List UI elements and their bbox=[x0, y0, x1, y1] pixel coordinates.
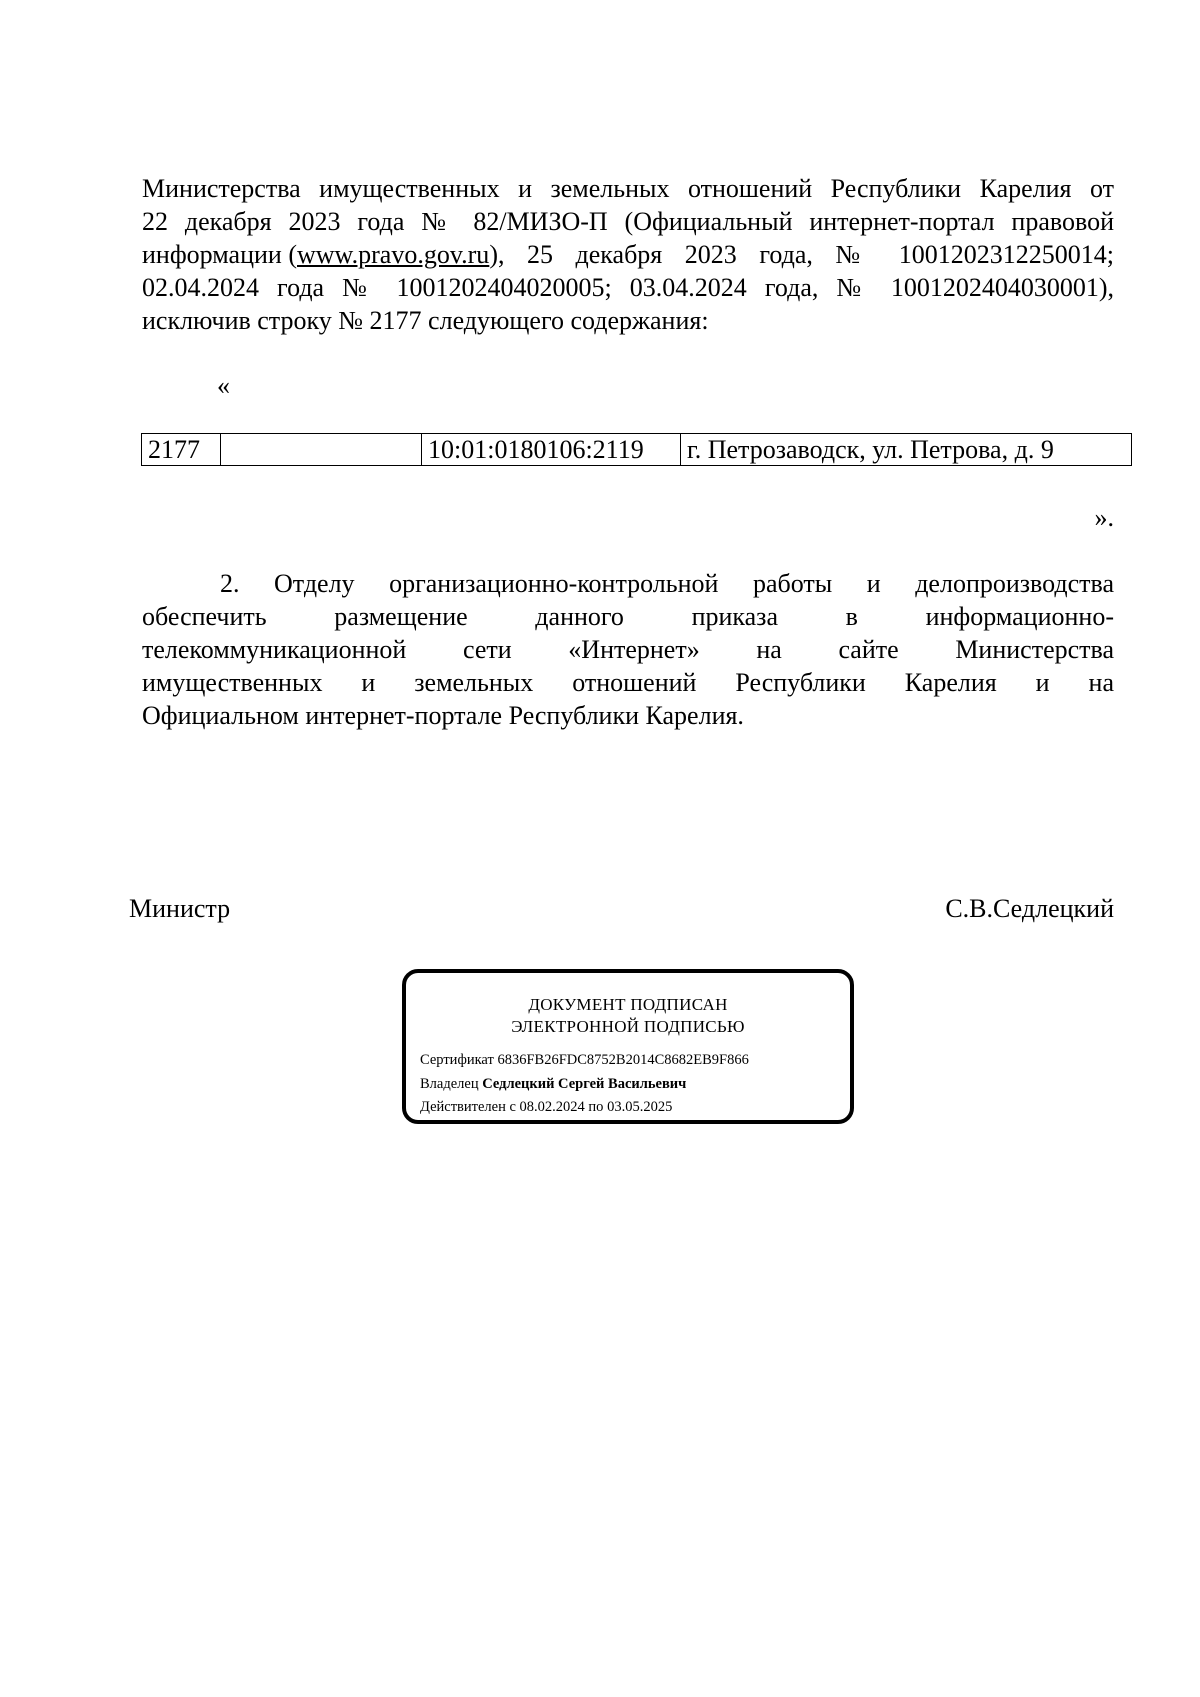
empty-cell bbox=[221, 434, 422, 466]
stamp-owner bbox=[420, 1075, 686, 1093]
quote-close: ». bbox=[1094, 503, 1114, 532]
paragraph1-line4: 02.04.2024 года № 1001202404020005; 03.04.2024 года, № 1001202404030001), bbox=[142, 273, 1114, 302]
signatory-position: Министр bbox=[129, 894, 231, 923]
paragraph1-line3-start: информации ( bbox=[142, 240, 297, 269]
stamp-valid-label: Действителен с bbox=[420, 1099, 516, 1115]
signatory-name: С.В.Седлецкий bbox=[945, 894, 1114, 923]
paragraph1-line3-end: ), 25 декабря 2023 года, № 1001202312250014; bbox=[489, 240, 1114, 269]
pravo-link[interactable]: www.pravo.gov.ru bbox=[297, 240, 490, 269]
paragraph2-line2: обеспечить размещение данного приказа в информационно- bbox=[142, 602, 1114, 631]
electronic-signature-stamp bbox=[402, 969, 854, 1124]
stamp-owner-label: Владелец bbox=[420, 1076, 479, 1092]
stamp-valid-to-label: по bbox=[588, 1099, 604, 1115]
stamp-valid-to: 03.05.2025 bbox=[607, 1099, 673, 1115]
excluded-row-table bbox=[141, 433, 1132, 466]
stamp-valid-from: 08.02.2024 bbox=[519, 1099, 585, 1115]
stamp-title-line2: ЭЛЕКТРОННОЙ ПОДПИСЬЮ bbox=[511, 1017, 745, 1036]
table-row bbox=[142, 434, 1132, 466]
stamp-certificate-value: 6836FB26FDC8752B2014C8682EB9F866 bbox=[497, 1052, 749, 1068]
row-number-cell: 2177 bbox=[142, 434, 221, 466]
paragraph1-line2: 22 декабря 2023 года № 82/МИЗО-П (Официальный интернет-портал правовой bbox=[142, 207, 1114, 236]
address-cell: г. Петрозаводск, ул. Петрова, д. 9 bbox=[681, 434, 1132, 466]
paragraph2-line4: имущественных и земельных отношений Республики Карелия и на bbox=[142, 668, 1114, 697]
paragraph1-line1: Министерства имущественных и земельных отношений Республики Карелия от bbox=[142, 174, 1114, 203]
stamp-owner-value: Седлецкий Сергей Васильевич bbox=[482, 1076, 687, 1092]
paragraph1-line5: исключив строку № 2177 следующего содержания: bbox=[142, 306, 709, 335]
paragraph2-line5: Официальном интернет-портале Республики Карелия. bbox=[142, 701, 744, 730]
quote-open: « bbox=[217, 371, 230, 400]
stamp-validity bbox=[420, 1098, 672, 1116]
paragraph2-line3: телекоммуникационной сети «Интернет» на сайте Министерства bbox=[142, 635, 1114, 664]
stamp-certificate bbox=[420, 1051, 749, 1069]
paragraph2-line1: 2. Отделу организационно-контрольной работы и делопроизводства bbox=[220, 569, 1114, 598]
cadastral-number-cell: 10:01:0180106:2119 bbox=[422, 434, 681, 466]
stamp-certificate-label: Сертификат bbox=[420, 1052, 494, 1068]
stamp-title-line1: ДОКУМЕНТ ПОДПИСАН bbox=[528, 995, 728, 1014]
paragraph1-line3 bbox=[142, 239, 1114, 271]
